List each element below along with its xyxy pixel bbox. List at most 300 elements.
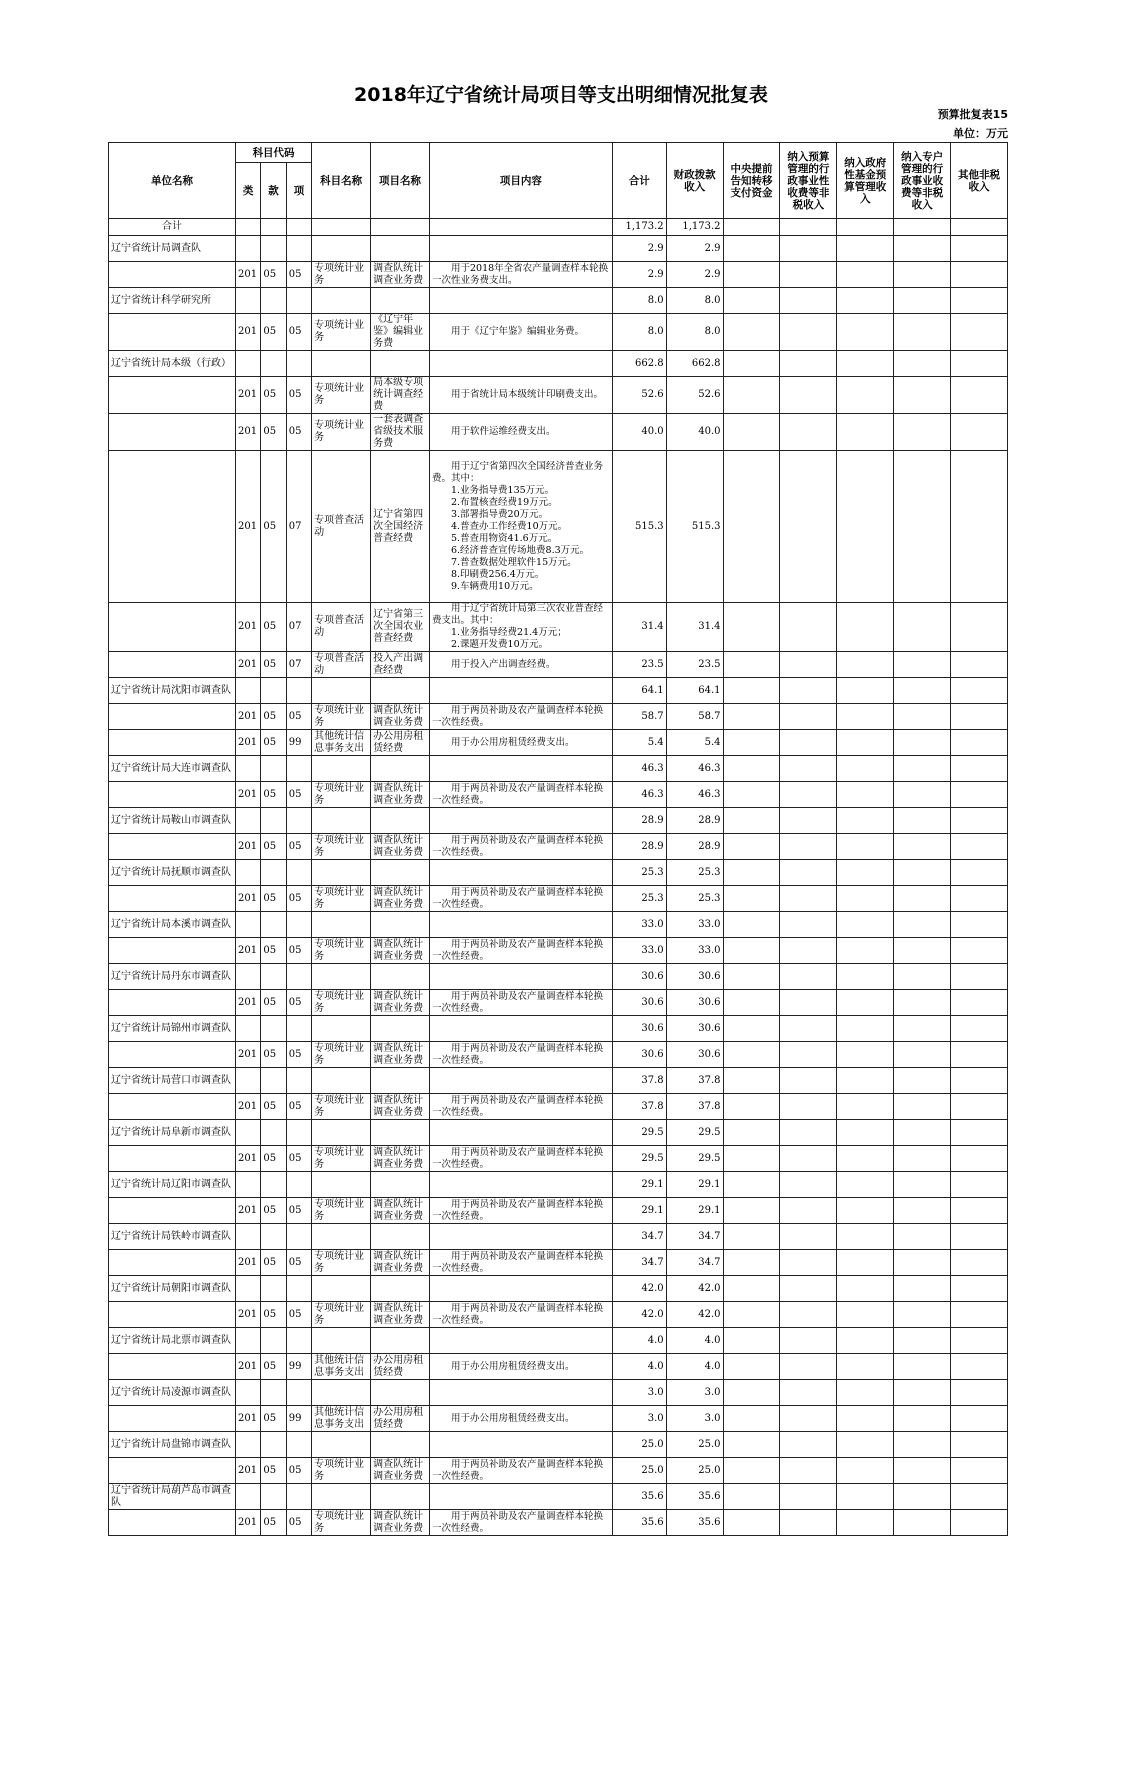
cell-kuan: 05 [261,1354,286,1380]
cell-fiscal: 64.1 [666,678,723,704]
cell-fiscal: 35.6 [666,1484,723,1510]
cell-subject: 其他统计信息事务支出 [312,1354,371,1380]
cell-kuan: 05 [261,1198,286,1224]
cell-lei: 201 [235,652,260,678]
project-row [109,1094,1008,1120]
cell-xiang: 05 [286,990,311,1016]
cell-xiang: 05 [286,1042,311,1068]
cell-xiang: 05 [286,414,311,451]
project-row [109,1302,1008,1328]
cell-total: 34.7 [612,1224,666,1250]
cell-fiscal: 3.0 [666,1406,723,1432]
cell-subject: 其他统计信息事务支出 [312,1406,371,1432]
cell-unit: 辽宁省统计局营口市调查队 [109,1068,236,1094]
cell-kuan: 05 [261,1406,286,1432]
cell-fiscal: 25.0 [666,1432,723,1458]
cell-fiscal: 515.3 [666,451,723,603]
cell-total: 28.9 [612,834,666,860]
cell-content: 用于两员补助及农产量调查样本轮换一次性经费。 [429,1146,612,1172]
page-title: 2018年辽宁省统计局项目等支出明细情况批复表 [354,84,768,106]
cell-total: 30.6 [612,1042,666,1068]
cell-xiang: 99 [286,730,311,756]
cell-project: 《辽宁年鉴》编辑业务费 [371,314,430,351]
project-row [109,414,1008,451]
cell-total: 3.0 [612,1406,666,1432]
cell-project: 调查队统计调查业务费 [371,1094,430,1120]
cell-content: 用于两员补助及农产量调查样本轮换一次性经费。 [429,1510,612,1536]
cell-content: 用于两员补助及农产量调查样本轮换一次性经费。 [429,1094,612,1120]
cell-content: 用于两员补助及农产量调查样本轮换一次性经费。 [429,938,612,964]
cell-kuan: 05 [261,652,286,678]
cell-project: 调查队统计调查业务费 [371,1198,430,1224]
header-subject-name: 科目名称 [312,143,371,219]
cell-lei: 201 [235,1458,260,1484]
cell-fiscal: 52.6 [666,377,723,414]
unit-row [109,1016,1008,1042]
project-row [109,834,1008,860]
cell-content: 用于两员补助及农产量调查样本轮换一次性经费。 [429,834,612,860]
project-row [109,1510,1008,1536]
project-row [109,1250,1008,1276]
cell-subject: 专项统计业务 [312,990,371,1016]
cell-content: 用于辽宁省第四次全国经济普查业务费。其中： 1.业务指导费135万元。 2.布置核查经费19万元。 3.部署指导费20万元。 4.普查办工作经费10万元。 5.普查用物资41.6万元。 6.经济普查宣传场地费8.3万元。 7.普查数据处理软件15万元。 8.印刷费256.4万元。 9.车辆费用10万元。 [429,451,612,603]
cell-total: 37.8 [612,1068,666,1094]
cell-lei: 201 [235,782,260,808]
cell-fiscal: 46.3 [666,782,723,808]
unit-row [109,1432,1008,1458]
cell-total: 5.4 [612,730,666,756]
cell-project: 调查队统计调查业务费 [371,782,430,808]
cell-unit: 辽宁省统计科学研究所 [109,288,236,314]
cell-project: 调查队统计调查业务费 [371,1146,430,1172]
cell-project: 调查队统计调查业务费 [371,990,430,1016]
cell-project: 办公用房租赁经费 [371,1354,430,1380]
project-row [109,1354,1008,1380]
cell-lei: 201 [235,1198,260,1224]
cell-kuan: 05 [261,990,286,1016]
cell-lei: 201 [235,1510,260,1536]
cell-lei: 201 [235,414,260,451]
cell-fiscal: 25.3 [666,860,723,886]
cell-total: 2.9 [612,236,666,262]
project-row [109,782,1008,808]
cell-kuan: 05 [261,603,286,652]
header-fiscal: 财政拨款收入 [666,143,723,219]
cell-total: 4.0 [612,1354,666,1380]
cell-xiang: 05 [286,704,311,730]
cell-subject: 专项普查活动 [312,652,371,678]
unit-row [109,288,1008,314]
cell-kuan: 05 [261,1250,286,1276]
cell-total: 8.0 [612,288,666,314]
cell-content: 用于两员补助及农产量调查样本轮换一次性经费。 [429,1198,612,1224]
cell-unit: 辽宁省统计局阜新市调查队 [109,1120,236,1146]
cell-fiscal: 40.0 [666,414,723,451]
cell-kuan: 05 [261,314,286,351]
unit-row [109,1068,1008,1094]
cell-subject: 专项统计业务 [312,1198,371,1224]
unit-row [109,1484,1008,1510]
project-row [109,1406,1008,1432]
cell-project: 调查队统计调查业务费 [371,262,430,288]
cell-project: 调查队统计调查业务费 [371,1510,430,1536]
cell-content: 用于办公用房租赁经费支出。 [429,730,612,756]
cell-fiscal: 2.9 [666,236,723,262]
cell-project: 辽宁省第四次全国经济普查经费 [371,451,430,603]
cell-project: 调查队统计调查业务费 [371,938,430,964]
cell-total: 34.7 [612,1250,666,1276]
cell-total: 40.0 [612,414,666,451]
cell-fiscal: 35.6 [666,1510,723,1536]
cell-subject: 专项统计业务 [312,314,371,351]
project-row [109,990,1008,1016]
project-row [109,652,1008,678]
cell-total: 29.5 [612,1120,666,1146]
cell-fiscal: 30.6 [666,1042,723,1068]
cell-total: 662.8 [612,351,666,377]
cell-total: 25.3 [612,886,666,912]
cell-fiscal: 23.5 [666,652,723,678]
cell-total: 25.3 [612,860,666,886]
header-lei: 类 [235,163,260,219]
cell-project: 调查队统计调查业务费 [371,1458,430,1484]
cell-unit: 辽宁省统计局铁岭市调查队 [109,1224,236,1250]
unit-row [109,678,1008,704]
cell-lei: 201 [235,886,260,912]
cell-xiang: 05 [286,938,311,964]
cell-xiang: 99 [286,1354,311,1380]
table-number: 预算批复表15 [937,108,1008,121]
cell-kuan: 05 [261,782,286,808]
cell-lei: 201 [235,451,260,603]
cell-total: 37.8 [612,1094,666,1120]
cell-content: 用于两员补助及农产量调查样本轮换一次性经费。 [429,886,612,912]
cell-kuan: 05 [261,1302,286,1328]
unit-row [109,1120,1008,1146]
header-admin-fee: 纳入预算管理的行政事业性收费等非税收入 [780,143,837,219]
cell-fiscal: 42.0 [666,1302,723,1328]
project-row [109,1458,1008,1484]
cell-project: 调查队统计调查业务费 [371,704,430,730]
cell-content: 用于两员补助及农产量调查样本轮换一次性经费。 [429,782,612,808]
cell-xiang: 99 [286,1406,311,1432]
header-project-name: 项目名称 [371,143,430,219]
cell-lei: 201 [235,1146,260,1172]
cell-kuan: 05 [261,377,286,414]
project-row [109,938,1008,964]
cell-content: 用于投入产出调查经费。 [429,652,612,678]
cell-kuan: 05 [261,886,286,912]
cell-project: 调查队统计调查业务费 [371,1042,430,1068]
total-row [109,219,1008,236]
cell-xiang: 05 [286,1198,311,1224]
unit-row [109,756,1008,782]
cell-fiscal: 29.1 [666,1198,723,1224]
cell-kuan: 05 [261,1094,286,1120]
cell-fiscal: 5.4 [666,730,723,756]
cell-kuan: 05 [261,414,286,451]
project-row [109,704,1008,730]
cell-total: 23.5 [612,652,666,678]
cell-total: 8.0 [612,314,666,351]
unit-row [109,964,1008,990]
cell-subject: 专项统计业务 [312,377,371,414]
project-row [109,314,1008,351]
cell-lei: 201 [235,938,260,964]
cell-fiscal: 4.0 [666,1328,723,1354]
cell-content: 用于辽宁省统计局第三次农业普查经费支出。其中： 1.业务指导经费21.4万元； 2.课题开发费10万元。 [429,603,612,652]
cell-fiscal: 33.0 [666,938,723,964]
cell-lei: 201 [235,262,260,288]
project-row [109,262,1008,288]
cell-total: 2.9 [612,262,666,288]
cell-subject: 其他统计信息事务支出 [312,730,371,756]
cell-total: 64.1 [612,678,666,704]
unit-row [109,236,1008,262]
cell-project: 调查队统计调查业务费 [371,1250,430,1276]
unit-row [109,912,1008,938]
cell-fiscal: 42.0 [666,1276,723,1302]
cell-fiscal: 30.6 [666,990,723,1016]
cell-kuan: 05 [261,704,286,730]
cell-unit: 辽宁省统计局朝阳市调查队 [109,1276,236,1302]
project-row [109,1042,1008,1068]
cell-kuan: 05 [261,262,286,288]
header-total: 合计 [612,143,666,219]
cell-xiang: 05 [286,782,311,808]
cell-xiang: 05 [286,1302,311,1328]
cell-subject: 专项统计业务 [312,938,371,964]
cell-subject: 专项统计业务 [312,1250,371,1276]
cell-total: 29.5 [612,1146,666,1172]
cell-total: 35.6 [612,1510,666,1536]
project-row [109,886,1008,912]
project-row [109,603,1008,652]
cell-lei: 201 [235,990,260,1016]
cell-fiscal: 28.9 [666,808,723,834]
cell-subject: 专项统计业务 [312,1458,371,1484]
project-row [109,377,1008,414]
total-fiscal: 1,173.2 [666,219,723,236]
cell-project: 投入产出调查经费 [371,652,430,678]
budget-table [108,142,1008,1536]
cell-kuan: 05 [261,938,286,964]
cell-lei: 201 [235,1302,260,1328]
cell-kuan: 05 [261,1458,286,1484]
cell-fiscal: 25.0 [666,1458,723,1484]
cell-fiscal: 30.6 [666,964,723,990]
cell-content: 用于两员补助及农产量调查样本轮换一次性经费。 [429,1250,612,1276]
cell-subject: 专项统计业务 [312,262,371,288]
cell-unit: 辽宁省统计局辽阳市调查队 [109,1172,236,1198]
cell-fiscal: 29.5 [666,1120,723,1146]
cell-unit: 辽宁省统计局本级（行政） [109,351,236,377]
cell-total: 4.0 [612,1328,666,1354]
cell-unit: 辽宁省统计局凌源市调查队 [109,1380,236,1406]
unit-label: 单位：万元 [953,127,1008,140]
header-kuan: 款 [261,163,286,219]
cell-fiscal: 33.0 [666,912,723,938]
cell-total: 42.0 [612,1302,666,1328]
cell-subject: 专项统计业务 [312,1146,371,1172]
unit-row [109,1380,1008,1406]
cell-xiang: 05 [286,314,311,351]
header-project-content: 项目内容 [429,143,612,219]
cell-unit: 辽宁省统计局大连市调查队 [109,756,236,782]
cell-project: 调查队统计调查业务费 [371,1302,430,1328]
cell-subject: 专项统计业务 [312,1042,371,1068]
cell-lei: 201 [235,834,260,860]
project-row [109,451,1008,603]
cell-unit: 辽宁省统计局丹东市调查队 [109,964,236,990]
cell-fiscal: 8.0 [666,314,723,351]
cell-content: 用于软件运维经费支出。 [429,414,612,451]
cell-total: 31.4 [612,603,666,652]
cell-xiang: 05 [286,1146,311,1172]
cell-fiscal: 25.3 [666,886,723,912]
project-row [109,1146,1008,1172]
cell-fiscal: 46.3 [666,756,723,782]
header-subject-code: 科目代码 [235,143,311,163]
cell-total: 52.6 [612,377,666,414]
header-other: 其他非税收入 [951,143,1008,219]
cell-kuan: 05 [261,1146,286,1172]
cell-total: 42.0 [612,1276,666,1302]
cell-subject: 专项统计业务 [312,834,371,860]
cell-subject: 专项统计业务 [312,1510,371,1536]
total-value: 1,173.2 [612,219,666,236]
unit-row [109,1224,1008,1250]
cell-project: 一套表调查省级技术服务费 [371,414,430,451]
cell-fiscal: 30.6 [666,1016,723,1042]
cell-fiscal: 4.0 [666,1354,723,1380]
cell-fiscal: 31.4 [666,603,723,652]
header-xiang: 项 [286,163,311,219]
header-central: 中央提前告知转移支付资金 [723,143,780,219]
cell-fiscal: 29.5 [666,1146,723,1172]
cell-project: 辽宁省第三次全国农业普查经费 [371,603,430,652]
cell-xiang: 07 [286,451,311,603]
unit-row [109,1172,1008,1198]
cell-lei: 201 [235,314,260,351]
cell-project: 调查队统计调查业务费 [371,834,430,860]
cell-total: 29.1 [612,1172,666,1198]
cell-total: 30.6 [612,964,666,990]
cell-lei: 201 [235,1250,260,1276]
cell-unit: 辽宁省统计局葫芦岛市调查队 [109,1484,236,1510]
cell-total: 46.3 [612,782,666,808]
cell-lei: 201 [235,1406,260,1432]
cell-lei: 201 [235,377,260,414]
cell-lei: 201 [235,1354,260,1380]
unit-row [109,351,1008,377]
cell-lei: 201 [235,1094,260,1120]
cell-xiang: 05 [286,834,311,860]
cell-subject: 专项统计业务 [312,886,371,912]
cell-content: 用于省统计局本级统计印刷费支出。 [429,377,612,414]
cell-content: 用于两员补助及农产量调查样本轮换一次性经费。 [429,990,612,1016]
total-label: 合计 [109,219,236,236]
cell-xiang: 05 [286,1458,311,1484]
cell-subject: 专项统计业务 [312,704,371,730]
cell-project: 办公用房租赁经费 [371,1406,430,1432]
cell-total: 30.6 [612,1016,666,1042]
cell-content: 用于两员补助及农产量调查样本轮换一次性经费。 [429,704,612,730]
cell-content: 用于办公用房租赁经费支出。 [429,1406,612,1432]
project-row [109,730,1008,756]
unit-row [109,808,1008,834]
cell-project: 调查队统计调查业务费 [371,886,430,912]
cell-xiang: 05 [286,1250,311,1276]
cell-kuan: 05 [261,451,286,603]
cell-content: 用于2018年全省农产量调查样本轮换一次性业务费支出。 [429,262,612,288]
cell-xiang: 05 [286,262,311,288]
cell-total: 46.3 [612,756,666,782]
cell-fiscal: 8.0 [666,288,723,314]
cell-fiscal: 28.9 [666,834,723,860]
cell-xiang: 07 [286,652,311,678]
cell-total: 33.0 [612,938,666,964]
header-special: 纳入专户管理的行政事业收费等非税收入 [894,143,951,219]
cell-kuan: 05 [261,1042,286,1068]
cell-unit: 辽宁省统计局盘锦市调查队 [109,1432,236,1458]
cell-fiscal: 2.9 [666,262,723,288]
cell-unit: 辽宁省统计局鞍山市调查队 [109,808,236,834]
unit-row [109,1328,1008,1354]
cell-content: 用于《辽宁年鉴》编辑业务费。 [429,314,612,351]
cell-subject: 专项统计业务 [312,1094,371,1120]
cell-subject: 专项普查活动 [312,603,371,652]
cell-total: 33.0 [612,912,666,938]
cell-unit: 辽宁省统计局锦州市调查队 [109,1016,236,1042]
cell-total: 29.1 [612,1198,666,1224]
cell-xiang: 07 [286,603,311,652]
cell-xiang: 05 [286,1094,311,1120]
cell-fiscal: 37.8 [666,1068,723,1094]
cell-fiscal: 34.7 [666,1250,723,1276]
cell-content: 用于两员补助及农产量调查样本轮换一次性经费。 [429,1458,612,1484]
cell-fiscal: 37.8 [666,1094,723,1120]
cell-fiscal: 29.1 [666,1172,723,1198]
cell-lei: 201 [235,1042,260,1068]
cell-subject: 专项统计业务 [312,414,371,451]
unit-row [109,1276,1008,1302]
cell-lei: 201 [235,704,260,730]
cell-project: 局本级专项统计调查经费 [371,377,430,414]
cell-content: 用于两员补助及农产量调查样本轮换一次性经费。 [429,1302,612,1328]
cell-unit: 辽宁省统计局抚顺市调查队 [109,860,236,886]
cell-content: 用于办公用房租赁经费支出。 [429,1354,612,1380]
cell-lei: 201 [235,730,260,756]
cell-xiang: 05 [286,377,311,414]
cell-fiscal: 58.7 [666,704,723,730]
cell-lei: 201 [235,603,260,652]
cell-total: 28.9 [612,808,666,834]
cell-unit: 辽宁省统计局沈阳市调查队 [109,678,236,704]
cell-content: 用于两员补助及农产量调查样本轮换一次性经费。 [429,1042,612,1068]
cell-total: 58.7 [612,704,666,730]
cell-fiscal: 3.0 [666,1380,723,1406]
cell-kuan: 05 [261,834,286,860]
cell-kuan: 05 [261,1510,286,1536]
cell-fiscal: 34.7 [666,1224,723,1250]
header-fund: 纳入政府性基金预算管理收入 [837,143,894,219]
cell-total: 515.3 [612,451,666,603]
cell-subject: 专项统计业务 [312,1302,371,1328]
cell-kuan: 05 [261,730,286,756]
project-row [109,1198,1008,1224]
cell-total: 3.0 [612,1380,666,1406]
